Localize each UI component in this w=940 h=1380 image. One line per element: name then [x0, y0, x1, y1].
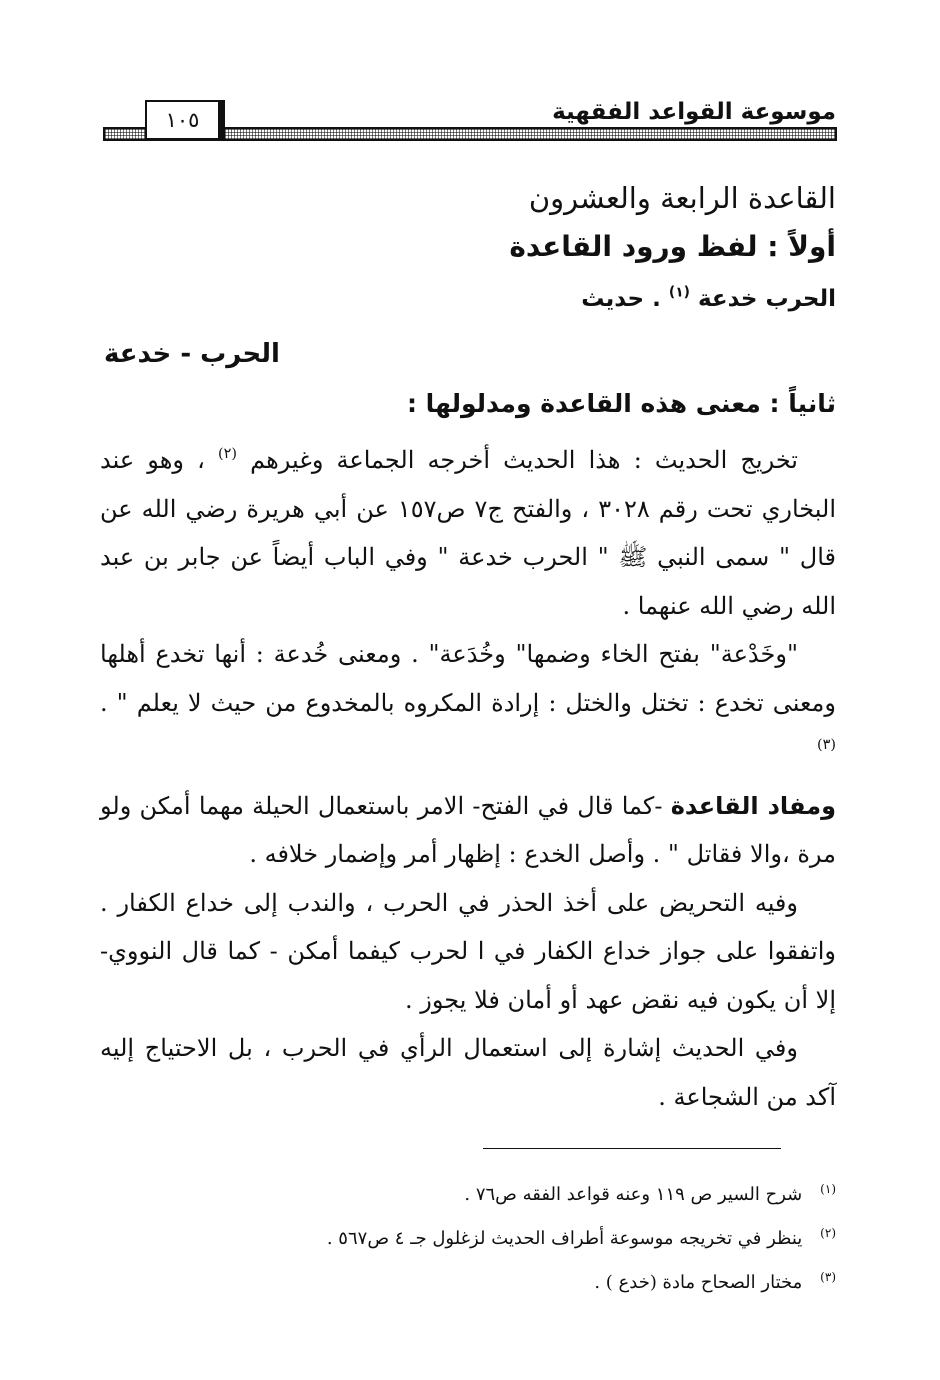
rule-title: القاعدة الرابعة والعشرون	[528, 181, 836, 215]
footnote-2: (٢) ينظر في تخريجه موسوعة أطراف الحديث لزغلول جـ ٤ ص٥٦٧ .	[326, 1226, 836, 1250]
footnote-ref-2: (٢)	[218, 445, 237, 462]
section-two-heading: ثانياً : معنى هذه القاعدة ومدلولها :	[406, 389, 836, 418]
footnote-ref-3: (٣)	[817, 736, 836, 753]
rule-hadith-line	[581, 284, 836, 312]
footnote-3: (٣) مختار الصحاح مادة (خدع ) .	[594, 1270, 836, 1294]
footnote-1: (١) شرح السير ص ١١٩ وعنه قواعد الفقه ص٧٦ .	[464, 1182, 836, 1206]
paragraph-incitement: وفيه التحريض على أخذ الحذر في الحرب ، والندب إلى خداع الكفار . واتفقوا على جواز خداع الكفار في ا لحرب كيفما أمكن - كما قال النووي- إلا أن يكون فيه نقض عهد أو أمان فلا يجوز .	[100, 888, 836, 1014]
paragraph-khudah-meaning: "وخَدْعة" بفتح الخاء وضمها" وخُدَعة" . ومعنى خُدعة : أنها تخدع أهلها ومعنى تخدع : تختل والختل : إرادة المكروه بالمخدوع من حيث لا يعلم " . $^{(٣)}$	[100, 640, 836, 753]
rule-meaning-label: ومفاد القاعدة	[670, 791, 836, 820]
running-header-title: موسوعة القواعد الفقهية	[552, 99, 836, 125]
footnote-ref-1: (١)	[668, 284, 690, 301]
paragraph-takhrij: تخريج الحديث : هذا الحديث أخرجه الجماعة وغيرهم $^{(٢)}$ ، وهو عند البخاري تحت رقم ٣٠٢٨ ، والفتح ج٧ ص١٥٧ عن أبي هريرة رضي الله عن قال " سمى النبي ﷺ " الحرب خدعة " وفي الباب أيضاً عن جابر بن عبد الله رضي الله عنهما .	[100, 445, 836, 620]
hadith-text: الحرب خدعة	[697, 286, 836, 312]
footnotes	[300, 1170, 836, 1303]
section-one-heading: أولاً : لفظ ورود القاعدة	[509, 230, 836, 263]
body-text	[100, 436, 836, 1121]
footnote-divider	[483, 1148, 781, 1149]
hadith-label: . حديث	[581, 286, 661, 312]
page-number: ١٠٥	[145, 100, 225, 140]
paragraph-rule-meaning: ومفاد القاعدة -كما قال في الفتح- الامر باستعمال الحيلة مهما أمكن ولو مرة ،والا فقاتل " . وأصل الخدع : إظهار أمر وإضمار خلافه .	[100, 791, 836, 868]
rule-words: الحرب - خدعة	[104, 339, 280, 369]
paragraph-opinion: وفي الحديث إشارة إلى استعمال الرأي في الحرب ، بل الاحتياج إليه آكد من الشجاعة .	[100, 1034, 836, 1111]
